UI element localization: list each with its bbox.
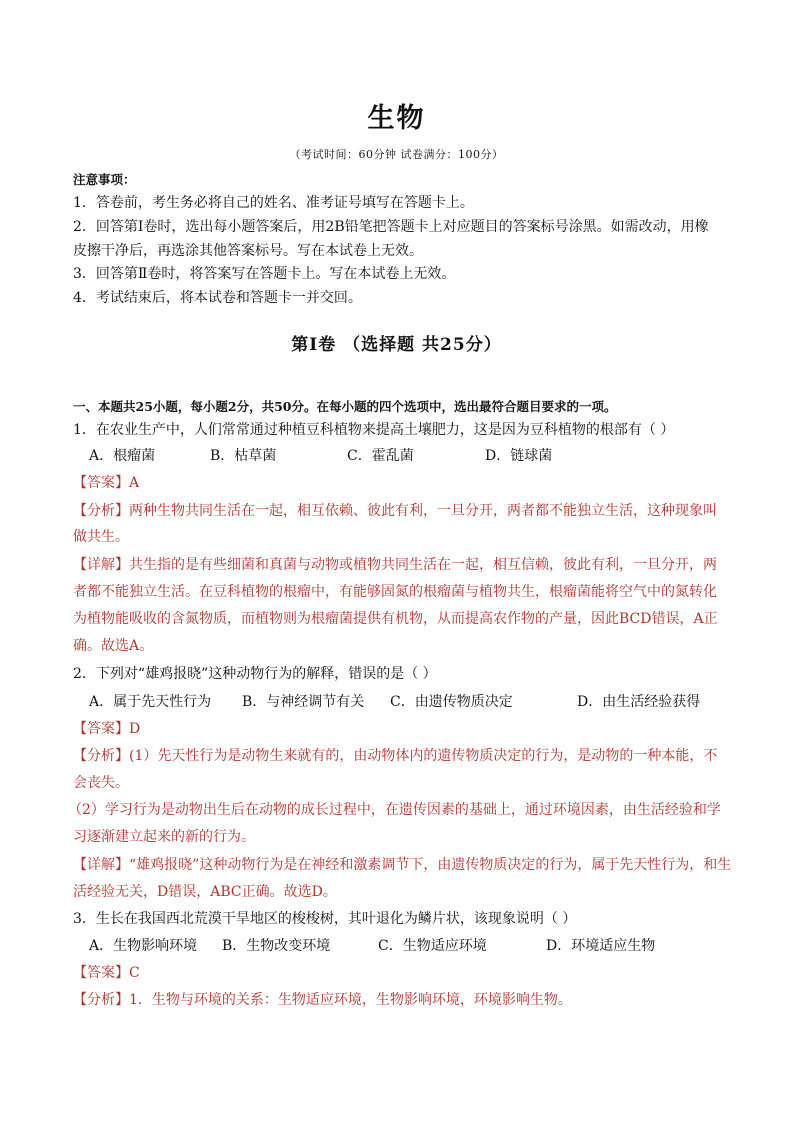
q2-option-c: C．由遗传物质决定: [390, 694, 513, 710]
q3-option-a: A．生物影响环境: [89, 938, 198, 954]
q1-detail-cont: 者都不能独立生活。在豆科植物的根瘤中，有能够固氮的根瘤菌与植物共生，根瘤菌能将空气中的氮转化: [73, 584, 717, 600]
q2-option-d: D．由生活经验获得: [577, 694, 701, 710]
q1-analysis: [73, 500, 717, 520]
answer-tag: 【答案】: [73, 721, 129, 737]
q2-option-b: B．与神经调节有关: [242, 694, 365, 710]
q2-analysis-cont: 习逐渐建立起来的新的行为。: [73, 829, 255, 845]
analysis-text: 两种生物共同生活在一起，相互依赖、彼此有利，一旦分开，两者都不能独立生活，这种现象叫: [129, 503, 717, 519]
q3-analysis: [73, 989, 572, 1009]
q3-option-c: C．生物适应环境: [378, 938, 487, 954]
q3-option-b: B．生物改变环境: [222, 938, 331, 954]
q1-detail: [73, 554, 717, 574]
q2-analysis-cont: 会丧失。: [73, 775, 129, 791]
q1-option-a: A．根瘤菌: [89, 448, 156, 464]
answer-value: C: [129, 965, 140, 981]
q1-option-c: C．霍乱菌: [347, 448, 414, 464]
q1-option-d: D．链球菌: [485, 448, 553, 464]
notice-item: 3．回答第Ⅱ卷时，将答案写在答题卡上。写在本试卷上无效。: [73, 266, 456, 282]
section-instruction: 一、本题共25小题，每小题2分，共50分。在每小题的四个选项中，选出最符合题目要求的一项。: [73, 399, 617, 414]
section-title: 第Ⅰ卷 （选择题 共25分）: [291, 335, 502, 355]
q1-detail-cont: 确。故选A。: [73, 638, 154, 654]
answer-tag: 【答案】: [73, 475, 129, 491]
question-3-stem: 3．生长在我国西北荒漠干旱地区的梭梭树，其叶退化为鳞片状，该现象说明（ ）: [73, 911, 577, 927]
question-1-stem: 1．在农业生产中，人们常常通过种植豆科植物来提高土壤肥力，这是因为豆科植物的根部有（ ）: [73, 422, 675, 438]
page-title: 生物: [367, 103, 426, 134]
exam-subtitle: （考试时间：60分钟 试卷满分：100分）: [289, 148, 504, 161]
question-2-stem: 2．下列对“雄鸡报晓”这种动物行为的解释，错误的是（ ）: [73, 666, 437, 682]
analysis-text: 1．生物与环境的关系：生物适应环境，生物影响环境，环境影响生物。: [129, 992, 572, 1008]
q2-detail: [73, 854, 731, 874]
detail-text: “雄鸡报晓”这种动物行为是在神经和激素调节下，由遗传物质决定的行为，属于先天性行为，和生: [129, 857, 732, 873]
q1-answer: [73, 472, 139, 492]
notice-item: 2．回答第Ⅰ卷时，选出每小题答案后，用2B铅笔把答题卡上对应题目的答案标号涂黑。如需改动，用橡: [73, 219, 709, 235]
q2-analysis-cont: （2）学习行为是动物出生后在动物的成长过程中，在遗传因素的基础上，通过环境因素，由生活经验和学: [68, 802, 721, 818]
notice-heading: 注意事项：: [73, 172, 136, 187]
q3-answer: [73, 962, 140, 982]
q1-analysis-cont: 做共生。: [73, 529, 129, 545]
answer-value: D: [129, 721, 141, 737]
q2-analysis: [73, 745, 717, 765]
analysis-tag: 【分析】: [73, 748, 129, 764]
q1-option-b: B．枯草菌: [210, 448, 277, 464]
q2-detail-cont: 活经验无关，D错误，ABC正确。故选D。: [73, 884, 337, 900]
detail-tag: 【详解】: [73, 557, 129, 573]
analysis-tag: 【分析】: [73, 503, 129, 519]
notice-item: 1．答卷前，考生务必将自己的姓名、准考证号填写在答题卡上。: [73, 195, 474, 211]
notice-item: 4．考试结束后，将本试卷和答题卡一并交回。: [73, 290, 362, 306]
analysis-text: (1）先天性行为是动物生来就有的，由动物体内的遗传物质决定的行为，是动物的一种本能，不: [129, 748, 718, 764]
detail-tag: 【详解】: [73, 857, 129, 873]
q2-option-a: A．属于先天性行为: [89, 694, 212, 710]
answer-value: A: [129, 475, 140, 491]
q2-answer: [73, 718, 140, 738]
detail-text: 共生指的是有些细菌和真菌与动物或植物共同生活在一起，相互信赖，彼此有利，一旦分开，两: [129, 557, 717, 573]
q1-detail-cont: 为植物能吸收的含氮物质，而植物则为根瘤菌提供有机物，从而提高农作物的产量，因此BCD错误，A正: [73, 611, 718, 627]
q3-option-d: D．环境适应生物: [546, 938, 656, 954]
answer-tag: 【答案】: [73, 965, 129, 981]
notice-item: 皮擦干净后，再选涂其他答案标号。写在本试卷上无效。: [73, 243, 423, 259]
analysis-tag: 【分析】: [73, 992, 129, 1008]
